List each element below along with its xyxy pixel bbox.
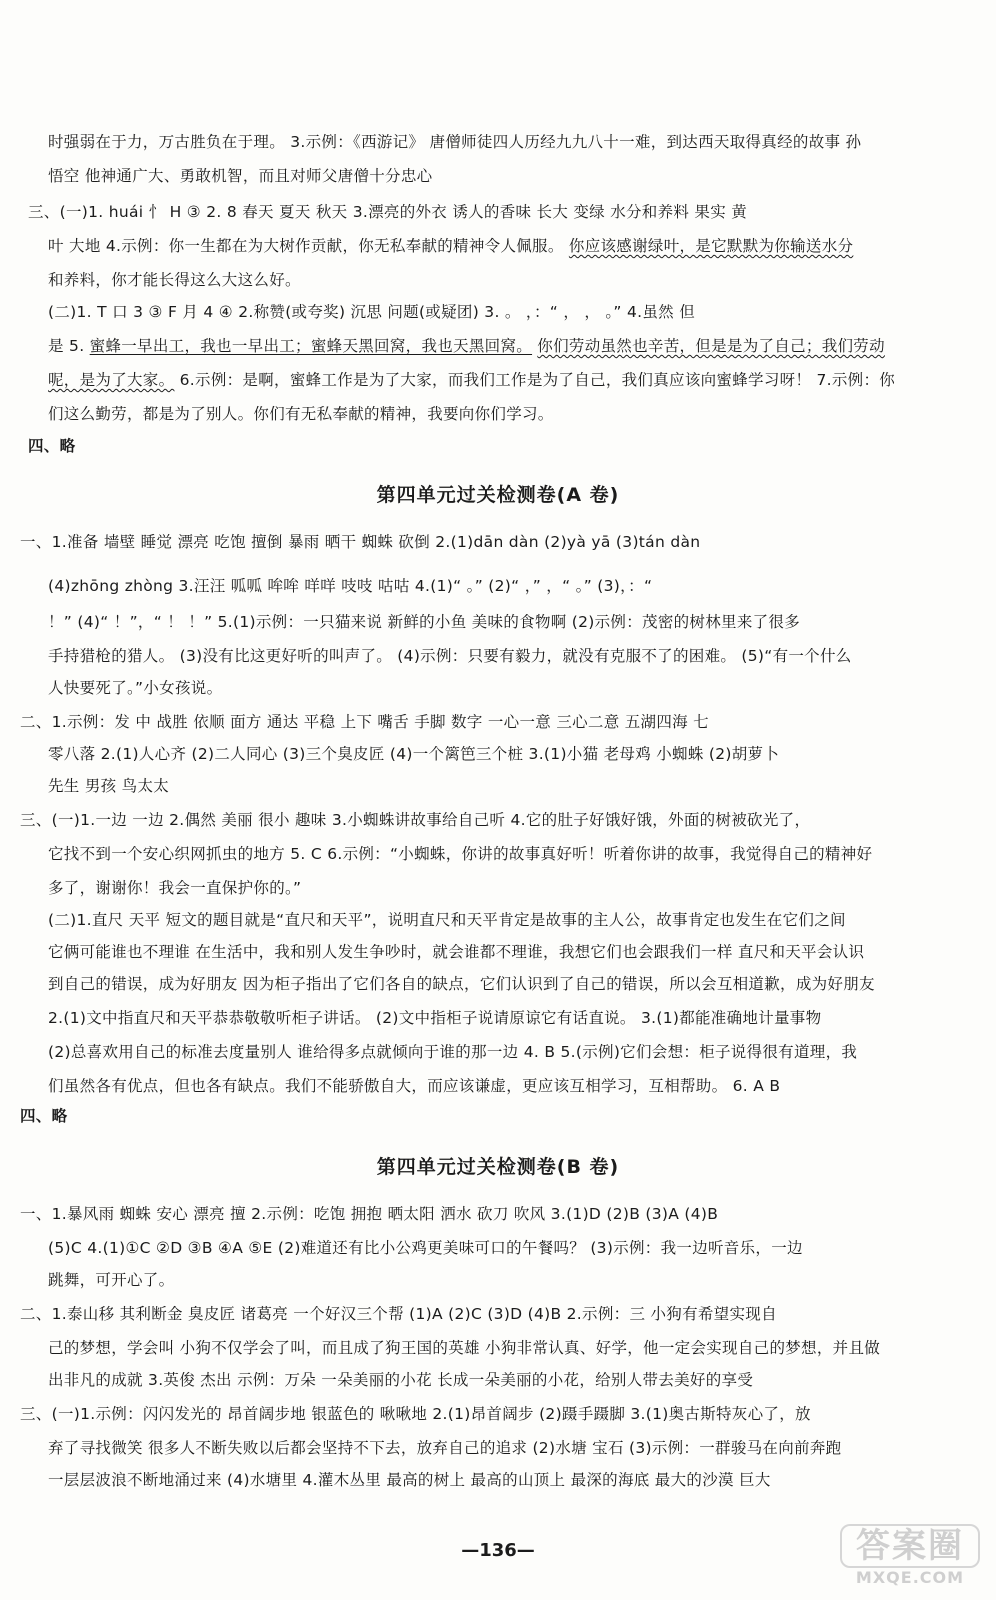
text-line: 四、略	[28, 437, 76, 455]
text-segment: 6.示例：是啊，蜜蜂工作是为了大家，而我们工作是为了自己，我们真应该向蜜蜂学习呀！ 7.示例：你	[179, 371, 896, 389]
text-line: 悟空 他神通广大、勇敢机智，而且对师父唐僧十分忠心	[48, 167, 433, 185]
text-line: 和养料，你才能长得这么大这么好。	[48, 271, 301, 289]
text-line: 先生 男孩 鸟太太	[48, 777, 170, 795]
text-line: 一、1.暴风雨 蜘蛛 安心 漂亮 擅 2.示例：吃饱 拥抱 晒太阳 洒水 砍刀 吹风 3.(1)D (2)B (3)A (4)B	[20, 1205, 719, 1223]
text-segment: 叶 大地 4.示例：你一生都在为大树作贡献，你无私奉献的精神令人佩服。	[48, 237, 564, 255]
text-line: 2.(1)文中指直尺和天平恭恭敬敬听柜子讲话。 (2)文中指柜子说请原谅它有话直说。 3.(1)都能准确地计量事物	[48, 1009, 822, 1027]
text-line: 二、1.示例：发 中 战胜 依顺 面方 通达 平稳 上下 嘴舌 手脚 数字 一心一意 三心二意 五湖四海 七	[20, 713, 709, 731]
wavy-underlined-text: 你应该感谢绿叶，是它默默为你输送水分	[568, 237, 854, 255]
text-line: 手持猎枪的猎人。 (3)没有比这更好听的叫声了。 (4)示例：只要有毅力，就没有克服不了的困难。 (5)“有一个什么	[48, 647, 852, 665]
text-line: 多了，谢谢你！我会一直保护你的。”	[48, 879, 302, 897]
text-line	[48, 334, 996, 358]
text-line: ！” (4)“ ！”，“ ！ ！” 5.(1)示例：一只猫来说 新鲜的小鱼 美味的食物啊 (2)示例：茂密的树林里来了很多	[48, 613, 801, 631]
text-line: 三、(一)1. huái 忄 H ③ 2. 8 春天 夏天 秋天 3.漂亮的外衣 诱人的香味 长大 变绿 水分和养料 果实 黄	[28, 203, 748, 221]
wavy-underlined-text: 你们劳动虽然也辛苦，但是是为了自己；我们劳动	[537, 337, 885, 355]
text-line: 人快要死了。”小女孩说。	[48, 679, 223, 697]
text-line: 己的梦想，学会叫 小狗不仅学会了叫，而且成了狗王国的英雄 小狗非常认真、好学，他一定会实现自己的梦想，并且做	[48, 1339, 881, 1357]
text-line: 们虽然各有优点，但也各有缺点。我们不能骄傲自大，而应该谦虚，更应该互相学习，互相帮助。 6. A B	[48, 1077, 781, 1095]
wavy-underlined-text: 呢，是为了大家。	[48, 371, 175, 389]
text-line: 四、略	[20, 1107, 68, 1125]
section-heading: 第四单元过关检测卷(B 卷)	[376, 1156, 620, 1178]
text-line: 它俩可能谁也不理谁 在生活中，我和别人发生争吵时，就会谁都不理谁，我想它们也会跟我们一样 直尺和天平会认识	[48, 943, 865, 961]
watermark-logo	[840, 1524, 980, 1594]
text-line: 二、1.泰山移 其利断金 臭皮匠 诸葛亮 一个好汉三个帮 (1)A (2)C (3)D (4)B 2.示例：三 小狗有希望实现自	[20, 1305, 777, 1323]
section-heading: 第四单元过关检测卷(A 卷)	[376, 484, 620, 506]
text-line: (2)总喜欢用自己的标准去度量别人 谁给得多点就倾向于谁的那一边 4. B 5.(示例)它们会想：柜子说得很有道理，我	[48, 1043, 858, 1061]
text-line: 时强弱在于力，万古胜负在于理。 3.示例：《西游记》 唐僧师徒四人历经九九八十一难，到达西天取得真经的故事 孙	[48, 133, 862, 151]
text-line: 它找不到一个安心织网抓虫的地方 5. C 6.示例：“小蜘蛛，你讲的故事真好听！听着你讲的故事，我觉得自己的精神好	[48, 845, 873, 863]
text-line: 零八落 2.(1)人心齐 (2)二人同心 (3)三个臭皮匠 (4)一个篱笆三个桩 3.(1)小猫 老母鸡 小蜘蛛 (2)胡萝卜	[48, 745, 780, 763]
text-line: 一层层波浪不断地涌过来 (4)水塘里 4.灌木丛里 最高的树上 最高的山顶上 最深的海底 最大的沙漠 巨大	[48, 1471, 771, 1489]
page-number: —136—	[461, 1540, 535, 1561]
text-line: 三、(一)1.一边 一边 2.偶然 美丽 很小 趣味 3.小蜘蛛讲故事给自己听 4.它的肚子好饿好饿，外面的树被砍光了，	[20, 811, 811, 829]
watermark-url: MXQE.COM	[855, 1568, 965, 1587]
text-line: 一、1.准备 墙壁 睡觉 漂亮 吃饱 擅倒 暴雨 晒干 蜘蛛 砍倒 2.(1)dān dàn (2)yà yā (3)tán dàn	[20, 533, 701, 551]
watermark-logo-text: 答案圈	[840, 1524, 980, 1568]
text-line: (4)zhōng zhòng 3.汪汪 呱呱 哞哞 咩咩 吱吱 咕咕 4.(1)“ 。” (2)“ ，” ，“ 。” (3)，：“	[48, 577, 653, 595]
text-line: 们这么勤劳，都是为了别人。你们有无私奉献的精神，我要向你们学习。	[48, 405, 554, 423]
text-line: 跳舞，可开心了。	[48, 1271, 175, 1289]
text-line: (二)1. T 口 3 ③ F 月 4 ④ 2.称赞(或夸奖) 沉思 问题(或疑团) 3. 。 ，：“ ， ， 。” 4.虽然 但	[48, 303, 696, 321]
text-line: 三、(一)1.示例：闪闪发光的 昂首阔步地 银蓝色的 啾啾地 2.(1)昂首阔步 (2)蹑手蹑脚 3.(1)奥古斯特灰心了，放	[20, 1405, 811, 1423]
text-line: 弃了寻找微笑 很多人不断失败以后都会坚持不下去，放弃自己的追求 (2)水塘 宝石 (3)示例：一群骏马在向前奔跑	[48, 1439, 842, 1457]
text-line: 到自己的错误，成为好朋友 因为柜子指出了它们各自的缺点，它们认识到了自己的错误，所以会互相道歉，成为好朋友	[48, 975, 875, 993]
text-segment: 是 5.	[48, 337, 85, 355]
text-line: 出非凡的成就 3.英俊 杰出 示例：万朵 一朵美丽的小花 长成一朵美丽的小花，给别人带去美好的享受	[48, 1371, 754, 1389]
text-line: (二)1.直尺 天平 短文的题目就是“直尺和天平”，说明直尺和天平肯定是故事的主人公，故事肯定也发生在它们之间	[48, 911, 846, 929]
text-line: (5)C 4.(1)①C ②D ③B ④A ⑤E (2)难道还有比小公鸡更美味可口的午餐吗？ (3)示例：我一边听音乐，一边	[48, 1239, 803, 1257]
text-line	[48, 234, 996, 258]
text-line	[48, 368, 996, 392]
underlined-text: 蜜蜂一早出工，我也一早出工；蜜蜂天黑回窝，我也天黑回窝。	[89, 337, 533, 355]
